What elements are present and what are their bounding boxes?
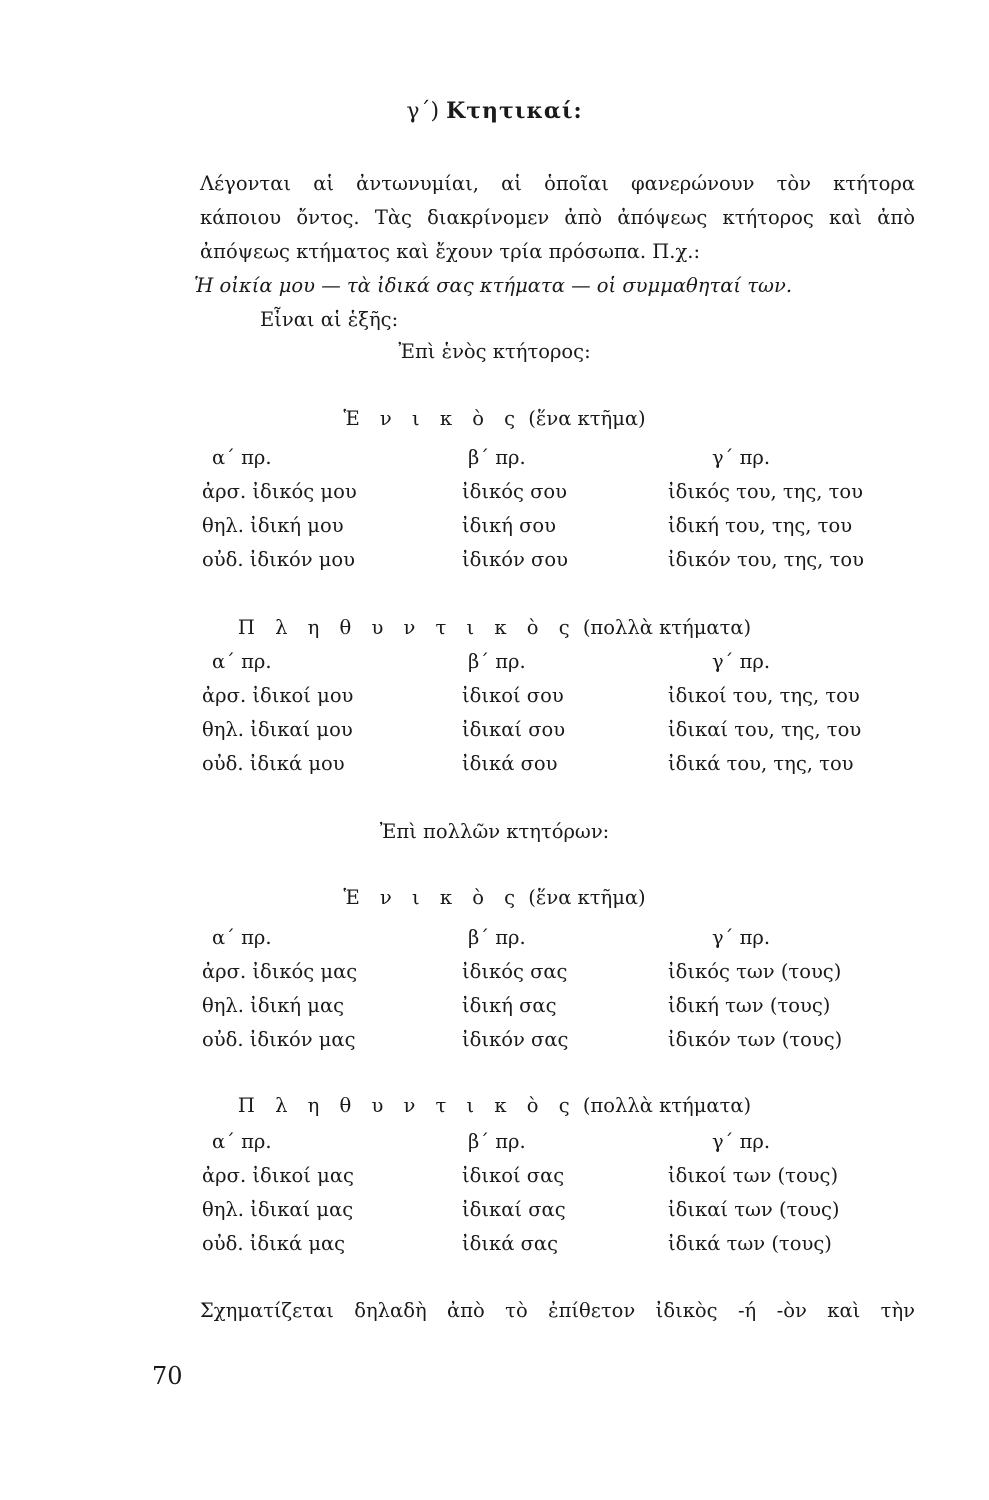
person-header: γ΄ πρ. [712,650,771,673]
table-row [0,1164,989,1198]
person-header-row [0,650,989,684]
table-cell: ἰδικός σας [462,960,568,983]
example-line: Ἡ οἰκία μου — τὰ ἰδικά σας κτήματα — οἱ συμμαθηταί των. [194,274,793,297]
table-cell: ἰδικαί σου [462,718,566,741]
person-header: α΄ πρ. [212,650,272,673]
table-row [0,752,989,786]
person-header: γ΄ πρ. [712,926,771,949]
number-label: Ἑ ν ι κ ὸ ς [343,407,523,430]
table-row [0,1232,989,1266]
table-row [0,960,989,994]
table-cell: θηλ. ἰδικαί μου [202,718,353,741]
one-owner-singular-label [0,407,989,430]
person-header: γ΄ πρ. [712,446,771,469]
table-cell: ἀρσ. ἰδικοί μου [202,684,354,707]
closing-paragraph [200,1294,915,1328]
table-row [0,684,989,718]
table-cell: ἰδικοί του, της, του [668,684,860,707]
table-row [0,514,989,548]
intro-line: ἀπόψεως κτήματος καὶ ἔχουν τρία πρόσωπα. Π.χ.: [200,240,701,263]
number-label: Π λ η θ υ ν τ ι κ ὸ ς [237,1094,577,1117]
person-header-row [0,446,989,480]
page-number: 70 [152,1362,183,1390]
table-cell: ἰδικόν των (τους) [668,1028,843,1051]
table-cell: ἀρσ. ἰδικός μου [202,480,357,503]
table-row [0,1028,989,1062]
table-row [0,548,989,582]
table-cell: ἰδική των (τους) [668,994,831,1017]
table-cell: ἰδική σου [462,514,557,537]
table-cell: ἰδικά του, της, του [668,752,854,775]
table-cell: οὐδ. ἰδικά μας [202,1232,346,1255]
person-header-row [0,926,989,960]
person-header: β΄ πρ. [468,926,526,949]
person-header: α΄ πρ. [212,1130,272,1153]
person-header: α΄ πρ. [212,926,272,949]
table-row [0,1198,989,1232]
table-row [0,718,989,752]
person-header: α΄ πρ. [212,446,272,469]
section-heading-prefix: γ΄) [406,99,440,124]
table-cell: ἀρσ. ἰδικός μας [202,960,358,983]
table-cell: ἰδικαί των (τους) [668,1198,840,1221]
table-cell: ἰδικοί σου [462,684,564,707]
table-cell: ἰδικαί του, της, του [668,718,862,741]
number-label: Π λ η θ υ ν τ ι κ ὸ ς [237,616,577,639]
section-heading-title: Κτητικαί: [446,98,583,124]
table-cell: ἰδικά σου [462,752,558,775]
table-cell: ἰδική σας [462,994,557,1017]
table-cell: ἰδικός των (τους) [668,960,842,983]
table-cell: ἀρσ. ἰδικοί μας [202,1164,354,1187]
table-cell: ἰδικός του, της, του [668,480,864,503]
many-owners-plural-label [0,1094,989,1117]
closing-line: Σχηματίζεται δηλαδὴ ἀπὸ τὸ ἐπίθετον ἰδικὸς -ή -ὸν καὶ τὴν [200,1299,915,1322]
table-cell: οὐδ. ἰδικόν μου [202,548,356,571]
table-cell: θηλ. ἰδική μου [202,514,344,537]
intro-paragraph [194,167,915,337]
table-row [0,480,989,514]
number-note: (ἕνα κτῆμα) [528,407,646,430]
person-header: γ΄ πρ. [712,1130,771,1153]
many-owners-singular-label [0,886,989,909]
number-note: (ἕνα κτῆμα) [528,886,646,909]
section-heading [0,98,989,124]
table-cell: ἰδική του, της, του [668,514,853,537]
person-header-row [0,1130,989,1164]
table-cell: οὐδ. ἰδικά μου [202,752,345,775]
table-cell: οὐδ. ἰδικόν μας [202,1028,356,1051]
many-owners-title: Ἐπὶ πολλῶν κτητόρων: [379,820,610,843]
number-note: (πολλὰ κτήματα) [582,1094,752,1117]
table-row [0,994,989,1028]
number-label: Ἑ ν ι κ ὸ ς [343,886,523,909]
table-cell: ἰδικοί σας [462,1164,565,1187]
table-cell: ἰδικά των (τους) [668,1232,832,1255]
one-owner-title: Ἐπὶ ἑνὸς κτήτορος: [398,340,591,363]
table-cell: ἰδικόν σας [462,1028,569,1051]
table-cell: ἰδικός σου [462,480,567,503]
person-header: β΄ πρ. [468,1130,526,1153]
table-cell: ἰδικαί σας [462,1198,566,1221]
one-owner-plural-label [0,616,989,639]
table-cell: ἰδικοί των (τους) [668,1164,839,1187]
list-intro: Εἶναι αἱ ἑξῆς: [260,308,399,331]
table-cell: θηλ. ἰδική μας [202,994,345,1017]
intro-line: Λέγονται αἱ ἀντωνυμίαι, αἱ ὁποῖαι φανερώνουν τὸν κτήτορα [200,172,915,195]
number-note: (πολλὰ κτήματα) [582,616,752,639]
table-cell: θηλ. ἰδικαί μας [202,1198,354,1221]
table-cell: ἰδικόν σου [462,548,568,571]
intro-line: κάποιου ὄντος. Τὰς διακρίνομεν ἀπὸ ἀπόψεως κτήτορος καὶ ἀπὸ [200,206,915,229]
table-cell: ἰδικόν του, της, του [668,548,864,571]
person-header: β΄ πρ. [468,650,526,673]
person-header: β΄ πρ. [468,446,526,469]
table-cell: ἰδικά σας [462,1232,558,1255]
